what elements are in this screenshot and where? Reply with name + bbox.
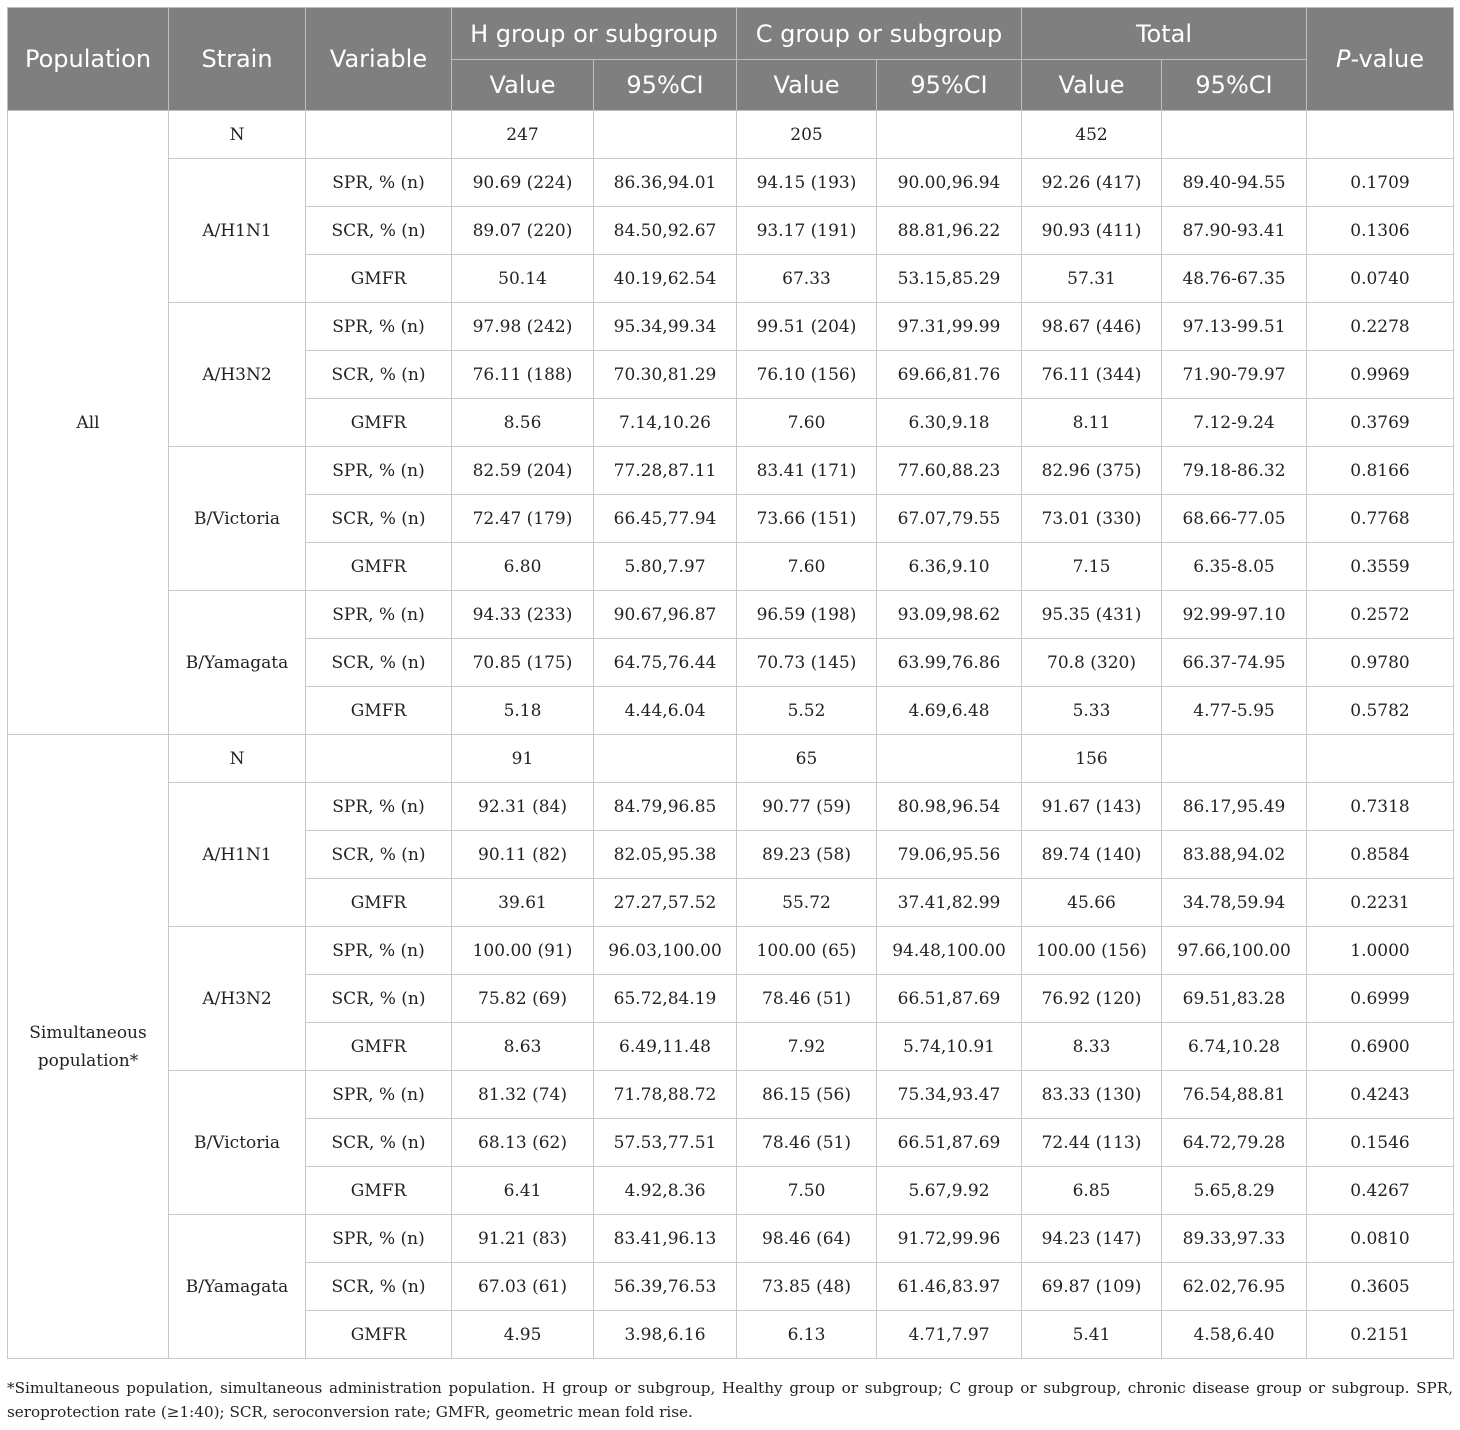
header-total: Total [1022,8,1307,60]
total-value-cell: 76.92 (120) [1022,975,1162,1023]
table-footnote: *Simultaneous population, simultaneous administration population. H group or subgroup, Healthy group or subgroup; C group or subgroup, chronic disease group or subgroup. SPR, seroprotection rate (≥1:40); SCR, seroconversion rate; GMFR, geometric mean fold rise. [7,1379,1453,1421]
total-value-cell: 45.66 [1022,879,1162,927]
total-ci-cell: 86.17,95.49 [1162,783,1307,831]
empty-cell [877,111,1022,159]
variable-cell: SPR, % (n) [306,591,452,639]
p-value-cell: 0.5782 [1307,687,1454,735]
c-ci-cell: 77.60,88.23 [877,447,1022,495]
c-ci-cell: 97.31,99.99 [877,303,1022,351]
total-value-cell: 98.67 (446) [1022,303,1162,351]
total-ci-cell: 69.51,83.28 [1162,975,1307,1023]
h-value-cell: 68.13 (62) [452,1119,594,1167]
h-value-cell: 50.14 [452,255,594,303]
p-value-cell: 0.2231 [1307,879,1454,927]
variable-cell: GMFR [306,399,452,447]
header-total-value: Value [1022,60,1162,111]
variable-cell: SPR, % (n) [306,1071,452,1119]
total-value-cell: 73.01 (330) [1022,495,1162,543]
c-ci-cell: 69.66,81.76 [877,351,1022,399]
total-value-cell: 8.33 [1022,1023,1162,1071]
total-value-cell: 57.31 [1022,255,1162,303]
total-ci-cell: 92.99-97.10 [1162,591,1307,639]
p-value-cell: 0.2151 [1307,1311,1454,1359]
c-value-cell: 83.41 (171) [737,447,877,495]
c-ci-cell: 88.81,96.22 [877,207,1022,255]
table-row [8,159,1454,207]
c-ci-cell: 66.51,87.69 [877,1119,1022,1167]
c-ci-cell: 79.06,95.56 [877,831,1022,879]
empty-cell [1307,111,1454,159]
header-variable: Variable [306,8,452,111]
header-c-value: Value [737,60,877,111]
header-c-ci: 95%CI [877,60,1022,111]
n-c-cell: 65 [737,735,877,783]
total-ci-cell: 79.18-86.32 [1162,447,1307,495]
total-ci-cell: 66.37-74.95 [1162,639,1307,687]
c-value-cell: 90.77 (59) [737,783,877,831]
h-value-cell: 90.69 (224) [452,159,594,207]
p-value-cell: 0.4243 [1307,1071,1454,1119]
table-row [8,447,1454,495]
variable-cell: SCR, % (n) [306,831,452,879]
variable-cell: GMFR [306,543,452,591]
total-value-cell: 90.93 (411) [1022,207,1162,255]
h-ci-cell: 84.79,96.85 [594,783,737,831]
h-ci-cell: 70.30,81.29 [594,351,737,399]
total-value-cell: 95.35 (431) [1022,591,1162,639]
c-value-cell: 78.46 (51) [737,1119,877,1167]
total-ci-cell: 71.90-79.97 [1162,351,1307,399]
total-ci-cell: 76.54,88.81 [1162,1071,1307,1119]
c-value-cell: 7.60 [737,543,877,591]
c-value-cell: 7.60 [737,399,877,447]
c-value-cell: 70.73 (145) [737,639,877,687]
strain-cell: A/H1N1 [169,159,306,303]
p-value-cell: 0.9780 [1307,639,1454,687]
h-value-cell: 8.56 [452,399,594,447]
h-value-cell: 81.32 (74) [452,1071,594,1119]
p-value-cell: 0.4267 [1307,1167,1454,1215]
h-ci-cell: 7.14,10.26 [594,399,737,447]
h-value-cell: 91.21 (83) [452,1215,594,1263]
population-cell: All [8,111,169,735]
h-ci-cell: 71.78,88.72 [594,1071,737,1119]
strain-cell: A/H3N2 [169,303,306,447]
empty-cell [1307,735,1454,783]
p-value-cell: 0.6999 [1307,975,1454,1023]
header-p-value [1307,8,1454,111]
c-ci-cell: 4.71,7.97 [877,1311,1022,1359]
header-total-ci: 95%CI [1162,60,1307,111]
variable-cell: GMFR [306,255,452,303]
total-value-cell: 82.96 (375) [1022,447,1162,495]
strain-cell: B/Yamagata [169,591,306,735]
c-value-cell: 94.15 (193) [737,159,877,207]
p-value-cell: 0.3605 [1307,1263,1454,1311]
p-value-cell: 0.7768 [1307,495,1454,543]
c-value-cell: 7.50 [737,1167,877,1215]
p-value-cell: 0.2278 [1307,303,1454,351]
variable-cell: SCR, % (n) [306,975,452,1023]
c-ci-cell: 53.15,85.29 [877,255,1022,303]
header-p-letter: P [1335,45,1351,73]
header-h-ci: 95%CI [594,60,737,111]
total-value-cell: 5.33 [1022,687,1162,735]
table-row [8,1215,1454,1263]
h-ci-cell: 27.27,57.52 [594,879,737,927]
total-ci-cell: 64.72,79.28 [1162,1119,1307,1167]
h-ci-cell: 4.92,8.36 [594,1167,737,1215]
total-value-cell: 7.15 [1022,543,1162,591]
total-ci-cell: 7.12-9.24 [1162,399,1307,447]
p-value-cell: 0.8166 [1307,447,1454,495]
variable-cell: GMFR [306,879,452,927]
total-ci-cell: 97.66,100.00 [1162,927,1307,975]
header-h-group: H group or subgroup [452,8,737,60]
c-value-cell: 99.51 (204) [737,303,877,351]
h-value-cell: 5.18 [452,687,594,735]
n-total-cell: 452 [1022,111,1162,159]
h-ci-cell: 77.28,87.11 [594,447,737,495]
total-value-cell: 76.11 (344) [1022,351,1162,399]
p-value-cell: 0.6900 [1307,1023,1454,1071]
h-value-cell: 67.03 (61) [452,1263,594,1311]
h-ci-cell: 82.05,95.38 [594,831,737,879]
results-table [7,7,1454,1359]
c-value-cell: 78.46 (51) [737,975,877,1023]
h-ci-cell: 57.53,77.51 [594,1119,737,1167]
table-row [8,735,1454,783]
empty-cell [594,111,737,159]
p-value-cell: 0.0810 [1307,1215,1454,1263]
table-row [8,1071,1454,1119]
h-ci-cell: 64.75,76.44 [594,639,737,687]
c-ci-cell: 91.72,99.96 [877,1215,1022,1263]
empty-cell [594,735,737,783]
total-ci-cell: 89.40-94.55 [1162,159,1307,207]
h-value-cell: 92.31 (84) [452,783,594,831]
strain-cell: B/Victoria [169,447,306,591]
h-ci-cell: 83.41,96.13 [594,1215,737,1263]
c-ci-cell: 61.46,83.97 [877,1263,1022,1311]
h-ci-cell: 90.67,96.87 [594,591,737,639]
total-value-cell: 70.8 (320) [1022,639,1162,687]
total-ci-cell: 6.35-8.05 [1162,543,1307,591]
total-ci-cell: 4.58,6.40 [1162,1311,1307,1359]
h-value-cell: 82.59 (204) [452,447,594,495]
empty-cell [1162,111,1307,159]
total-value-cell: 91.67 (143) [1022,783,1162,831]
variable-cell: GMFR [306,1023,452,1071]
h-ci-cell: 86.36,94.01 [594,159,737,207]
c-value-cell: 89.23 (58) [737,831,877,879]
variable-cell: SCR, % (n) [306,495,452,543]
p-value-cell: 0.8584 [1307,831,1454,879]
p-value-cell: 1.0000 [1307,927,1454,975]
variable-cell: SCR, % (n) [306,639,452,687]
table-row [8,303,1454,351]
empty-cell [1162,735,1307,783]
c-ci-cell: 75.34,93.47 [877,1071,1022,1119]
c-value-cell: 73.66 (151) [737,495,877,543]
h-value-cell: 89.07 (220) [452,207,594,255]
c-ci-cell: 94.48,100.00 [877,927,1022,975]
table-header [8,8,1454,111]
total-value-cell: 94.23 (147) [1022,1215,1162,1263]
total-ci-cell: 5.65,8.29 [1162,1167,1307,1215]
total-value-cell: 72.44 (113) [1022,1119,1162,1167]
n-h-cell: 247 [452,111,594,159]
total-ci-cell: 87.90-93.41 [1162,207,1307,255]
h-value-cell: 90.11 (82) [452,831,594,879]
variable-cell: GMFR [306,687,452,735]
h-value-cell: 4.95 [452,1311,594,1359]
total-value-cell: 92.26 (417) [1022,159,1162,207]
total-value-cell: 69.87 (109) [1022,1263,1162,1311]
total-ci-cell: 4.77-5.95 [1162,687,1307,735]
empty-cell [306,111,452,159]
header-p-rest: -value [1350,45,1425,73]
variable-cell: SPR, % (n) [306,159,452,207]
n-label-cell: N [169,111,306,159]
h-value-cell: 6.41 [452,1167,594,1215]
c-ci-cell: 80.98,96.54 [877,783,1022,831]
h-ci-cell: 96.03,100.00 [594,927,737,975]
h-value-cell: 72.47 (179) [452,495,594,543]
variable-cell: SPR, % (n) [306,447,452,495]
p-value-cell: 0.1546 [1307,1119,1454,1167]
h-value-cell: 75.82 (69) [452,975,594,1023]
h-value-cell: 100.00 (91) [452,927,594,975]
table-row [8,927,1454,975]
c-ci-cell: 5.67,9.92 [877,1167,1022,1215]
p-value-cell: 0.7318 [1307,783,1454,831]
header-c-group: C group or subgroup [737,8,1022,60]
table-row [8,591,1454,639]
empty-cell [306,735,452,783]
h-value-cell: 97.98 (242) [452,303,594,351]
h-ci-cell: 66.45,77.94 [594,495,737,543]
c-value-cell: 86.15 (56) [737,1071,877,1119]
p-value-cell: 0.3559 [1307,543,1454,591]
c-value-cell: 6.13 [737,1311,877,1359]
c-value-cell: 73.85 (48) [737,1263,877,1311]
variable-cell: SCR, % (n) [306,207,452,255]
h-ci-cell: 4.44,6.04 [594,687,737,735]
p-value-cell: 0.9969 [1307,351,1454,399]
p-value-cell: 0.2572 [1307,591,1454,639]
total-ci-cell: 34.78,59.94 [1162,879,1307,927]
header-strain: Strain [169,8,306,111]
h-ci-cell: 40.19,62.54 [594,255,737,303]
variable-cell: GMFR [306,1167,452,1215]
h-ci-cell: 95.34,99.34 [594,303,737,351]
p-value-cell: 0.1306 [1307,207,1454,255]
c-value-cell: 7.92 [737,1023,877,1071]
variable-cell: SCR, % (n) [306,1263,452,1311]
variable-cell: SPR, % (n) [306,927,452,975]
h-value-cell: 39.61 [452,879,594,927]
c-ci-cell: 66.51,87.69 [877,975,1022,1023]
total-ci-cell: 83.88,94.02 [1162,831,1307,879]
h-ci-cell: 65.72,84.19 [594,975,737,1023]
header-h-value: Value [452,60,594,111]
c-value-cell: 55.72 [737,879,877,927]
strain-cell: B/Victoria [169,1071,306,1215]
c-ci-cell: 6.36,9.10 [877,543,1022,591]
c-ci-cell: 67.07,79.55 [877,495,1022,543]
total-value-cell: 8.11 [1022,399,1162,447]
h-value-cell: 8.63 [452,1023,594,1071]
header-population: Population [8,8,169,111]
total-value-cell: 89.74 (140) [1022,831,1162,879]
n-h-cell: 91 [452,735,594,783]
variable-cell: GMFR [306,1311,452,1359]
h-ci-cell: 84.50,92.67 [594,207,737,255]
c-ci-cell: 63.99,76.86 [877,639,1022,687]
total-value-cell: 6.85 [1022,1167,1162,1215]
total-ci-cell: 97.13-99.51 [1162,303,1307,351]
variable-cell: SCR, % (n) [306,1119,452,1167]
total-ci-cell: 89.33,97.33 [1162,1215,1307,1263]
h-value-cell: 76.11 (188) [452,351,594,399]
table-row [8,783,1454,831]
total-ci-cell: 62.02,76.95 [1162,1263,1307,1311]
total-value-cell: 5.41 [1022,1311,1162,1359]
c-value-cell: 96.59 (198) [737,591,877,639]
table-body [8,111,1454,1359]
p-value-cell: 0.1709 [1307,159,1454,207]
total-ci-cell: 6.74,10.28 [1162,1023,1307,1071]
c-value-cell: 100.00 (65) [737,927,877,975]
total-ci-cell: 48.76-67.35 [1162,255,1307,303]
h-value-cell: 6.80 [452,543,594,591]
table-row [8,111,1454,159]
h-ci-cell: 56.39,76.53 [594,1263,737,1311]
h-ci-cell: 5.80,7.97 [594,543,737,591]
total-value-cell: 83.33 (130) [1022,1071,1162,1119]
c-ci-cell: 93.09,98.62 [877,591,1022,639]
strain-cell: B/Yamagata [169,1215,306,1359]
c-value-cell: 93.17 (191) [737,207,877,255]
n-total-cell: 156 [1022,735,1162,783]
c-ci-cell: 37.41,82.99 [877,879,1022,927]
variable-cell: SCR, % (n) [306,351,452,399]
strain-cell: A/H3N2 [169,927,306,1071]
c-ci-cell: 4.69,6.48 [877,687,1022,735]
c-value-cell: 98.46 (64) [737,1215,877,1263]
variable-cell: SPR, % (n) [306,303,452,351]
c-ci-cell: 6.30,9.18 [877,399,1022,447]
p-value-cell: 0.0740 [1307,255,1454,303]
h-value-cell: 70.85 (175) [452,639,594,687]
h-ci-cell: 6.49,11.48 [594,1023,737,1071]
n-c-cell: 205 [737,111,877,159]
strain-cell: A/H1N1 [169,783,306,927]
empty-cell [877,735,1022,783]
population-cell: Simultaneous population* [8,735,169,1359]
c-ci-cell: 90.00,96.94 [877,159,1022,207]
variable-cell: SPR, % (n) [306,783,452,831]
c-value-cell: 67.33 [737,255,877,303]
n-label-cell: N [169,735,306,783]
total-ci-cell: 68.66-77.05 [1162,495,1307,543]
variable-cell: SPR, % (n) [306,1215,452,1263]
h-value-cell: 94.33 (233) [452,591,594,639]
c-ci-cell: 5.74,10.91 [877,1023,1022,1071]
total-value-cell: 100.00 (156) [1022,927,1162,975]
p-value-cell: 0.3769 [1307,399,1454,447]
c-value-cell: 76.10 (156) [737,351,877,399]
c-value-cell: 5.52 [737,687,877,735]
h-ci-cell: 3.98,6.16 [594,1311,737,1359]
